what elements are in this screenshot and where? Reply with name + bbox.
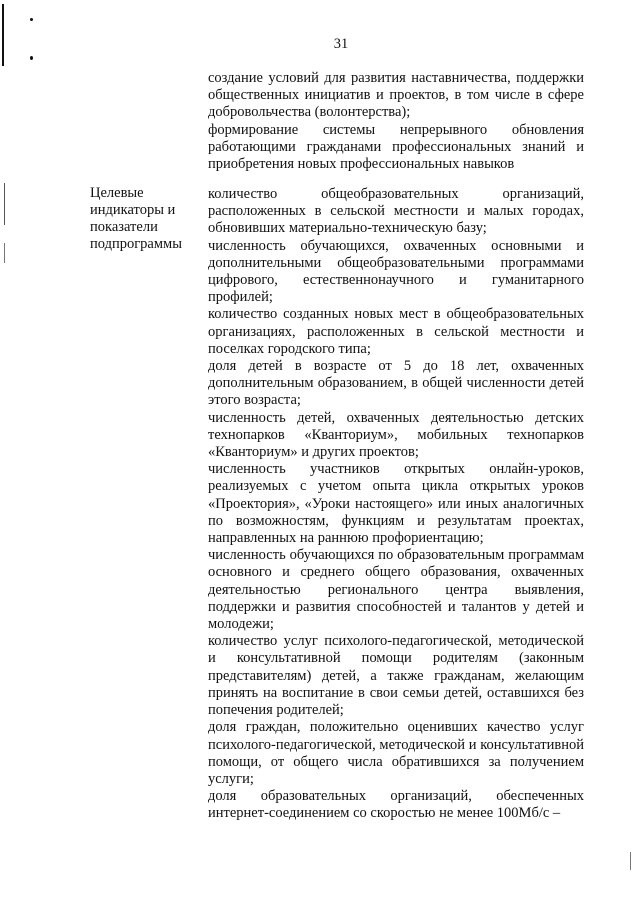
page-number: 31 — [333, 36, 349, 52]
indicator-item: количество услуг психолого-педагогической, методической и консультативной помощи родителям (законным представителям) детей, а также гражданам, желающим принять на воспитание в свои семьи детей, оставшихся без попечения родителей; — [208, 633, 584, 719]
scan-dot-1 — [30, 18, 33, 21]
scan-margin-line-mid — [4, 183, 5, 225]
intro-paragraph: формирование системы непрерывного обновления работающими гражданами профессиональных знаний и приобретения новых профессиональных навыков — [208, 121, 584, 173]
scan-margin-line-low — [4, 243, 5, 263]
scan-margin-line-top — [2, 4, 4, 66]
indicator-item: доля образовательных организаций, обеспеченных интернет-соединением со скоростью не менее 100Мб/с – — [208, 788, 584, 822]
intro-paragraph: создание условий для развития наставничества, поддержки общественных инициатив и проектов, в том числе в сфере добровольчества (волонтерства); — [208, 70, 584, 121]
indicator-item: количество общеобразовательных организаций, расположенных в сельской местности и малых городах, обновивших материально-техническую базу; — [208, 186, 584, 237]
indicator-item: доля детей в возрасте от 5 до 18 лет, охваченных дополнительным образованием, в общей численности детей этого возраста; — [208, 358, 584, 409]
indicator-item: численность детей, охваченных деятельностью детских технопарков «Кванториум», мобильных технопарков «Кванториум» и других проектов; — [208, 409, 584, 461]
scan-dot-2 — [30, 56, 33, 60]
scan-margin-line-right — [630, 852, 631, 870]
section-label: Целевые индикаторы и показатели подпрограммы — [90, 185, 182, 252]
intro-text-block — [208, 70, 584, 173]
indicator-item: численность обучающихся, охваченных основными и дополнительными общеобразовательными программами цифрового, естественнонаучного и гуманитарного профилей; — [208, 237, 584, 306]
indicator-item: численность участников открытых онлайн-уроков, реализуемых с учетом опыта цикла открытых уроков «Проектория», «Уроки настоящего» или иных аналогичных по возможностям, функциям и результатам проектах, направленных на раннюю профориентацию; — [208, 461, 584, 547]
indicator-item: количество созданных новых мест в общеобразовательных организациях, расположенных в сельской местности и поселках городского типа; — [208, 306, 584, 357]
indicators-list — [208, 186, 584, 823]
indicator-item: численность обучающихся по образовательным программам основного и среднего общего образования, охваченных деятельностью регионального центра выявления, поддержки и развития способностей и талантов у детей и молодежи; — [208, 547, 584, 633]
indicator-item: доля граждан, положительно оценивших качество услуг психолого-педагогической, методической и консультативной помощи, от общего числа обратившихся за получением услуги; — [208, 719, 584, 787]
